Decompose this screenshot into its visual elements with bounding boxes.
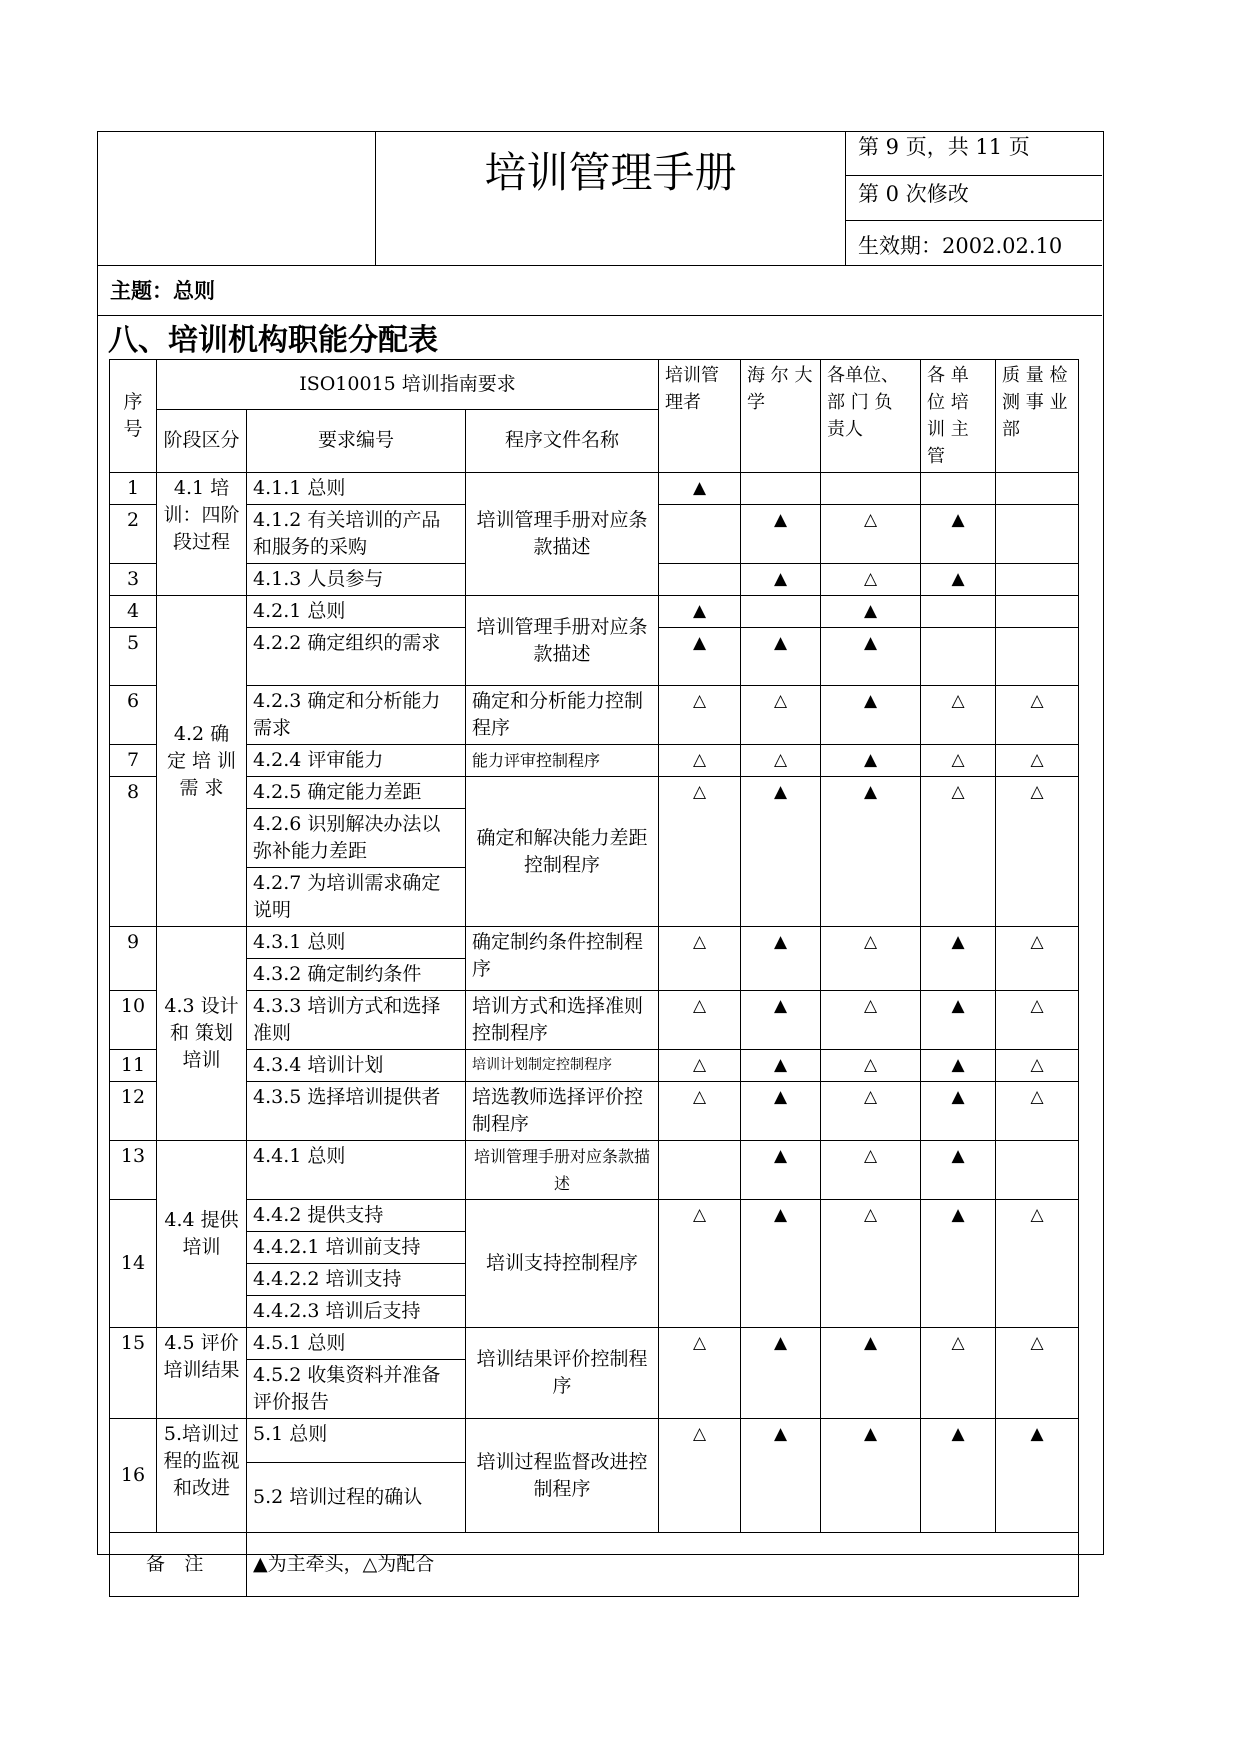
req-cell: 4.2.6 识别解决办法以弥补能力差距 [247,809,466,868]
req-cell: 4.3.4 培训计划 [247,1050,466,1082]
procedure-cell: 培训管理手册对应条款描述 [466,473,659,596]
stage-cell: 4.2 确 定 培 训 需 求 [157,596,247,927]
remark-label: 备 注 [110,1533,247,1597]
mark-cell [996,1141,1079,1200]
procedure-cell: 培选教师选择评价控制程序 [466,1082,659,1141]
mark-cell: ▲ [741,1050,821,1082]
mark-cell: △ [741,686,821,745]
mark-cell: ▲ [921,1419,996,1533]
req-cell: 4.1.3 人员参与 [247,564,466,596]
mark-cell: ▲ [741,505,821,564]
req-cell: 4.2.5 确定能力差距 [247,777,466,809]
seq-cell: 5 [110,628,157,686]
procedure-cell: 培训过程监督改进控制程序 [466,1419,659,1533]
mark-cell: △ [996,991,1079,1050]
mark-cell [921,473,996,505]
req-cell: 4.4.1 总则 [247,1141,466,1200]
header-stage: 阶段区分 [157,409,247,472]
header-col4: 各 单 位 培 训 主 管 [921,360,996,473]
logo-area [98,132,376,265]
seq-cell: 12 [110,1082,157,1141]
document-header [98,132,1102,266]
mark-cell: ▲ [921,1082,996,1141]
mark-cell: ▲ [741,777,821,927]
mark-cell: ▲ [996,1419,1079,1533]
stage-cell: 4.3 设计 和 策划 培训 [157,927,247,1141]
mark-cell: △ [659,1328,741,1419]
effective-date: 生效期：2002.02.10 [858,234,1063,258]
mark-cell [821,473,921,505]
stage-cell: 4.1 培训：四阶段过程 [157,473,247,596]
mark-cell: △ [821,1200,921,1328]
remark-text: ▲为主牵头，△为配合 [247,1533,1079,1597]
mark-cell: ▲ [741,1419,821,1533]
mark-cell: ▲ [821,777,921,927]
mark-cell [996,628,1079,686]
header-col5: 质 量 检 测 事 业 部 [996,360,1079,473]
mark-cell: △ [659,1200,741,1328]
mark-cell: ▲ [921,1141,996,1200]
document-title: 培训管理手册 [484,148,737,197]
mark-cell: △ [659,686,741,745]
procedure-cell: 培训管理手册对应条款描述 [466,596,659,686]
mark-cell: △ [659,927,741,991]
mark-cell [741,473,821,505]
mark-cell: △ [821,991,921,1050]
mark-cell: △ [659,1082,741,1141]
req-cell: 4.3.1 总则 [247,927,466,959]
procedure-cell: 确定制约条件控制程序 [466,927,659,991]
mark-cell: ▲ [741,1082,821,1141]
req-cell: 4.4.2.2 培训支持 [247,1264,466,1296]
mark-cell: △ [996,927,1079,991]
mark-cell [996,596,1079,628]
responsibility-table [109,359,1079,1597]
seq-cell: 13 [110,1141,157,1200]
mark-cell: △ [996,1200,1079,1328]
mark-cell: △ [821,505,921,564]
procedure-cell: 培训管理手册对应条款描述 [466,1141,659,1200]
mark-cell: △ [996,777,1079,927]
procedure-cell: 培训支持控制程序 [466,1200,659,1328]
seq-cell: 3 [110,564,157,596]
mark-cell [996,505,1079,564]
mark-cell: ▲ [659,596,741,628]
header-col2: 海 尔 大学 [741,360,821,473]
mark-cell: ▲ [741,1200,821,1328]
seq-cell: 8 [110,777,157,927]
seq-cell: 16 [110,1419,157,1533]
mark-cell: △ [821,927,921,991]
req-cell: 4.1.1 总则 [247,473,466,505]
mark-cell: △ [921,1328,996,1419]
mark-cell [921,628,996,686]
mark-cell: △ [821,564,921,596]
mark-cell: △ [821,1082,921,1141]
mark-cell: △ [741,745,821,777]
section-title: 八、培训机构职能分配表 [108,323,438,358]
req-cell: 4.1.2 有关培训的产品和服务的采购 [247,505,466,564]
mark-cell: △ [659,777,741,927]
header-procedure: 程序文件名称 [466,409,659,472]
procedure-cell: 培训方式和选择准则控制程序 [466,991,659,1050]
seq-cell: 10 [110,991,157,1050]
mark-cell: ▲ [921,927,996,991]
mark-cell: ▲ [821,1328,921,1419]
mark-cell: ▲ [921,564,996,596]
seq-cell: 6 [110,686,157,745]
mark-cell: △ [659,745,741,777]
mark-cell: △ [921,777,996,927]
mark-cell: ▲ [821,745,921,777]
mark-cell: △ [659,1419,741,1533]
req-cell: 4.3.2 确定制约条件 [247,959,466,991]
title-area [376,132,846,265]
mark-cell: ▲ [659,473,741,505]
header-col1: 培训管理者 [659,360,741,473]
req-cell: 5.1 总则 [247,1419,466,1463]
mark-cell: ▲ [921,1200,996,1328]
mark-cell: ▲ [741,628,821,686]
header-req-no: 要求编号 [247,409,466,472]
seq-cell: 1 [110,473,157,505]
header-col3: 各单位、部 门 负 责人 [821,360,921,473]
mark-cell [659,505,741,564]
req-cell: 4.2.2 确定组织的需求 [247,628,466,686]
req-cell: 4.3.3 培训方式和选择准则 [247,991,466,1050]
seq-cell: 11 [110,1050,157,1082]
req-cell: 4.4.2.1 培训前支持 [247,1232,466,1264]
procedure-cell: 确定和分析能力控制程序 [466,686,659,745]
seq-cell: 2 [110,505,157,564]
mark-cell: △ [996,686,1079,745]
stage-cell: 4.4 提供 培训 [157,1141,247,1328]
mark-cell: ▲ [741,991,821,1050]
procedure-cell: 培训计划制定控制程序 [466,1050,659,1082]
procedure-cell: 确定和解决能力差距控制程序 [466,777,659,927]
mark-cell: ▲ [921,1050,996,1082]
header-iso: ISO10015 培训指南要求 [157,360,659,410]
mark-cell: ▲ [921,991,996,1050]
mark-cell: △ [921,686,996,745]
mark-cell: ▲ [821,628,921,686]
req-cell: 4.5.1 总则 [247,1328,466,1360]
mark-cell: ▲ [921,505,996,564]
mark-cell: ▲ [741,927,821,991]
mark-cell: △ [996,1050,1079,1082]
mark-cell: ▲ [821,596,921,628]
req-cell: 4.3.5 选择培训提供者 [247,1082,466,1141]
mark-cell [996,473,1079,505]
mark-cell [921,596,996,628]
mark-cell [741,596,821,628]
seq-cell: 15 [110,1328,157,1419]
mark-cell: △ [996,1082,1079,1141]
procedure-cell: 能力评审控制程序 [466,745,659,777]
mark-cell: ▲ [659,628,741,686]
stage-cell: 4.5 评价培训结果 [157,1328,247,1419]
revision-info: 第 0 次修改 [846,176,1102,221]
seq-cell: 7 [110,745,157,777]
header-seq: 序号 [110,360,157,473]
seq-cell: 9 [110,927,157,991]
mark-cell: △ [996,745,1079,777]
mark-cell: △ [921,745,996,777]
procedure-cell: 培训结果评价控制程序 [466,1328,659,1419]
mark-cell: ▲ [741,1328,821,1419]
mark-cell: ▲ [741,564,821,596]
seq-cell: 14 [110,1200,157,1328]
mark-cell: ▲ [741,1141,821,1200]
mark-cell: △ [996,1328,1079,1419]
mark-cell [659,564,741,596]
req-cell: 4.4.2 提供支持 [247,1200,466,1232]
req-cell: 4.2.1 总则 [247,596,466,628]
subject-line: 主题：总则 [110,279,215,303]
req-cell: 4.2.3 确定和分析能力需求 [247,686,466,745]
req-cell: 4.2.4 评审能力 [247,745,466,777]
mark-cell: △ [659,1050,741,1082]
seq-cell: 4 [110,596,157,628]
mark-cell [996,564,1079,596]
mark-cell: △ [659,991,741,1050]
mark-cell: △ [821,1141,921,1200]
page-info: 第 9 页，共 11 页 [846,132,1102,176]
mark-cell: ▲ [821,1419,921,1533]
req-cell: 4.2.7 为培训需求确定说明 [247,868,466,927]
mark-cell: ▲ [821,686,921,745]
mark-cell: △ [821,1050,921,1082]
mark-cell [659,1141,741,1200]
req-cell: 5.2 培训过程的确认 [247,1463,466,1533]
req-cell: 4.4.2.3 培训后支持 [247,1296,466,1328]
stage-cell: 5.培训过程的监视和改进 [157,1419,247,1533]
req-cell: 4.5.2 收集资料并准备评价报告 [247,1360,466,1419]
